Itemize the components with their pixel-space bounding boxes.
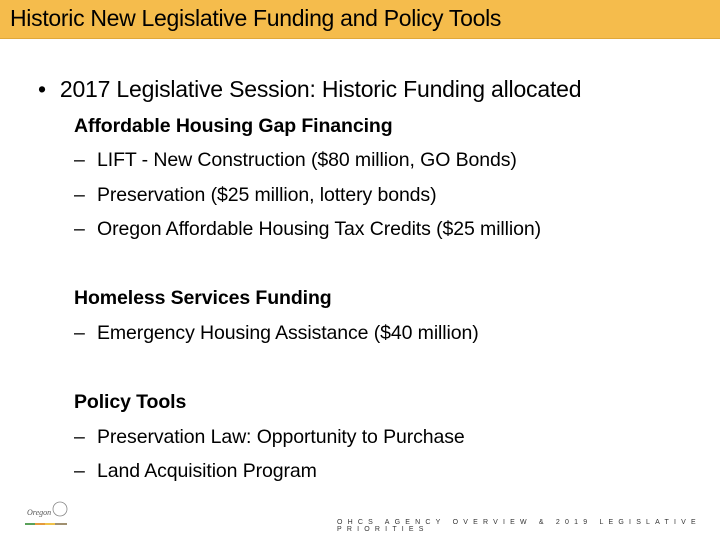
item-text: Preservation Law: Opportunity to Purchase bbox=[97, 426, 465, 448]
list-item bbox=[74, 460, 317, 483]
list-item bbox=[74, 426, 465, 449]
section-heading: Affordable Housing Gap Financing bbox=[74, 115, 393, 137]
bullet-dot: • bbox=[38, 76, 46, 102]
dash: – bbox=[74, 426, 85, 448]
dash: – bbox=[74, 322, 85, 344]
list-item bbox=[74, 218, 541, 241]
item-text: LIFT - New Construction ($80 million, GO Bonds) bbox=[97, 149, 517, 171]
section-heading: Policy Tools bbox=[74, 391, 187, 413]
list-item bbox=[74, 184, 436, 207]
item-text: Emergency Housing Assistance ($40 million) bbox=[97, 322, 479, 344]
main-bullet bbox=[38, 76, 581, 103]
footer-text: OHCS AGENCY OVERVIEW & 2019 LEGISLATIVE PRIORITIES bbox=[337, 519, 701, 533]
ohcs-logo bbox=[24, 500, 69, 528]
list-item bbox=[74, 149, 517, 172]
slide-title: Historic New Legislative Funding and Policy Tools bbox=[10, 5, 502, 31]
dash: – bbox=[74, 218, 85, 240]
title-banner bbox=[0, 0, 720, 39]
dash: – bbox=[74, 460, 85, 482]
item-text: Preservation ($25 million, lottery bonds) bbox=[97, 184, 437, 206]
svg-text:Oregon: Oregon bbox=[27, 508, 52, 517]
item-text: Land Acquisition Program bbox=[97, 460, 317, 482]
dash: – bbox=[74, 149, 85, 171]
dash: – bbox=[74, 184, 85, 206]
list-item bbox=[74, 322, 479, 345]
section-heading: Homeless Services Funding bbox=[74, 287, 332, 309]
bullet-text: 2017 Legislative Session: Historic Funding allocated bbox=[59, 76, 582, 102]
item-text: Oregon Affordable Housing Tax Credits ($25 million) bbox=[97, 218, 542, 240]
